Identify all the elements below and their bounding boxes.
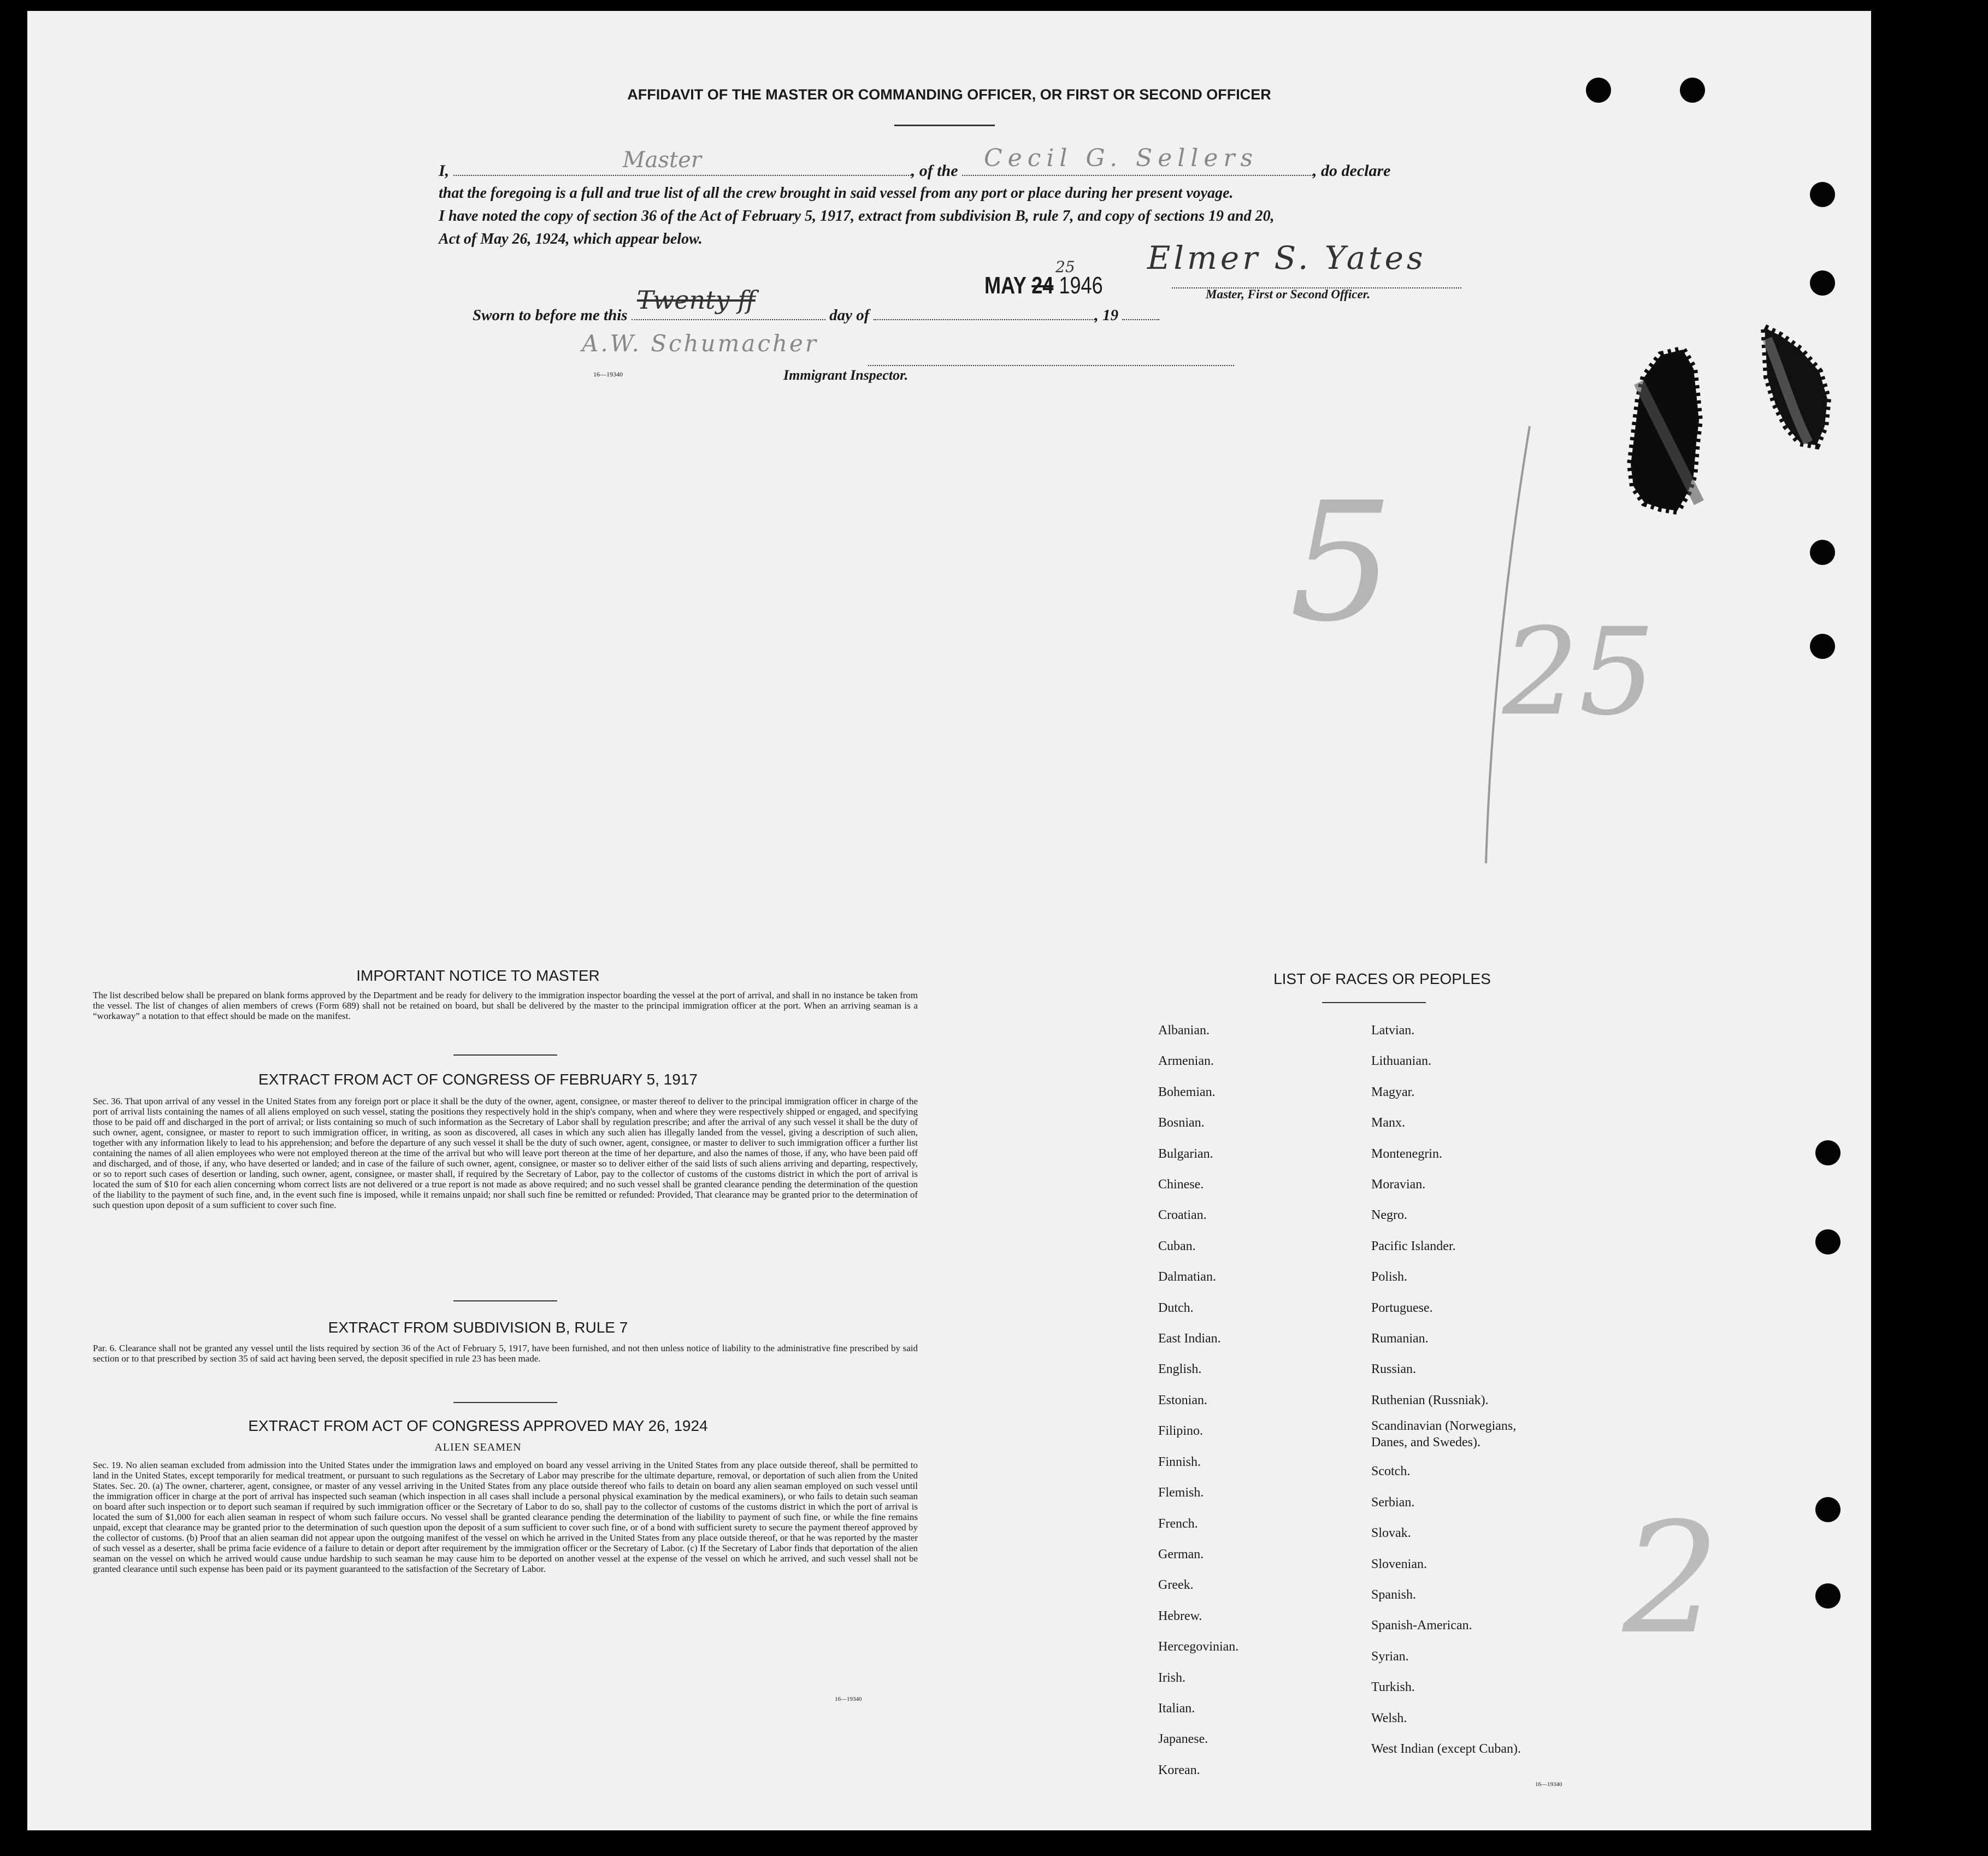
race-item: Cuban.	[1158, 1239, 1196, 1253]
race-item: Albanian.	[1158, 1023, 1210, 1038]
notice-title: IMPORTANT NOTICE TO MASTER	[356, 967, 600, 984]
race-item: Bosnian.	[1158, 1116, 1205, 1130]
punch-hole-3	[1810, 182, 1835, 207]
affidavit-line-1	[439, 144, 1391, 180]
race-item: Finnish.	[1158, 1454, 1201, 1469]
seal-right-star	[1765, 328, 1827, 445]
of-the-label: , of the	[911, 162, 958, 180]
race-item: Hebrew.	[1158, 1608, 1202, 1623]
race-item: Chinese.	[1158, 1177, 1204, 1192]
races-form-number: 16—19340	[1535, 1781, 1562, 1788]
title-divider	[894, 125, 995, 126]
race-item: Croatian.	[1158, 1208, 1207, 1223]
extract-rule7-body: Par. 6. Clearance shall not be granted any vessel until the lists required by section 36 of the Act of February 5, 1917, have been furnished, and not then unless notice of liability to the administrative fine prescribed by said section or to that prescribed by section 35 of said act having been served, the deposit specified in rule 23 has been made.	[93, 1343, 918, 1364]
race-item: Filipino.	[1158, 1424, 1204, 1439]
race-item: Irish.	[1158, 1670, 1185, 1685]
officer-signature: Elmer S. Yates	[1147, 239, 1426, 276]
race-item: Welsh.	[1371, 1711, 1407, 1725]
race-item: Negro.	[1371, 1208, 1407, 1223]
race-item: Flemish.	[1158, 1486, 1204, 1500]
punch-hole-1	[1586, 78, 1611, 103]
race-item: Slovak.	[1371, 1526, 1411, 1541]
sworn-month-field	[874, 301, 1095, 320]
extract-1924-title: EXTRACT FROM ACT OF CONGRESS APPROVED MAY 26, 1924	[248, 1417, 708, 1434]
race-item: Serbian.	[1371, 1495, 1415, 1510]
race-item: Dalmatian.	[1158, 1270, 1216, 1285]
race-item: Magyar.	[1371, 1085, 1415, 1099]
sworn-day-written: Twenty ff	[636, 285, 756, 315]
race-item: German.	[1158, 1547, 1204, 1562]
stamp-day: 24	[1031, 272, 1054, 299]
document-page	[27, 11, 1871, 1830]
day-of-label: day of	[829, 307, 870, 324]
year-prefix-label: , 19	[1094, 307, 1119, 324]
race-item: Ruthenian (Russniak).	[1371, 1393, 1489, 1407]
punch-hole-5	[1810, 540, 1835, 565]
stamp-year: 1946	[1059, 272, 1103, 299]
date-stamp	[984, 272, 1103, 299]
annotation-day: 25	[1502, 602, 1655, 742]
extract-rule7-title: EXTRACT FROM SUBDIVISION B, RULE 7	[328, 1319, 628, 1336]
race-item: Portuguese.	[1371, 1300, 1433, 1315]
race-item: Rumanian.	[1371, 1331, 1429, 1346]
extract-1917-divider	[453, 1300, 557, 1301]
race-item: Montenegrin.	[1371, 1146, 1442, 1161]
races-right-column	[1371, 1015, 1521, 1764]
race-item: Manx.	[1371, 1116, 1405, 1130]
annotation-month: 5	[1289, 467, 1394, 658]
stamp-month: MAY	[984, 272, 1027, 299]
punch-hole-8	[1815, 1229, 1840, 1254]
affidavit-line-3: I have noted the copy of section 36 of the Act of February 5, 1917, extract from subdivision B, rule 7, and copy of sections 19 and 20,	[439, 208, 1275, 225]
race-item: Moravian.	[1371, 1177, 1426, 1192]
stamp-day-correction: 25	[1055, 258, 1075, 276]
race-item: Korean.	[1158, 1763, 1200, 1777]
race-item: Japanese.	[1158, 1732, 1208, 1747]
race-item: Polish.	[1371, 1270, 1408, 1285]
races-divider	[1322, 1002, 1426, 1003]
race-item: Bohemian.	[1158, 1085, 1216, 1099]
race-item: Scandinavian (Norwegians, Danes, and Swedes).	[1371, 1419, 1517, 1450]
vessel-written: Cecil G. Sellers	[984, 144, 1259, 172]
race-item: Pacific Islander.	[1371, 1239, 1456, 1253]
race-item: Scotch.	[1371, 1464, 1411, 1479]
race-item: Hercegovinian.	[1158, 1640, 1239, 1654]
punch-hole-4	[1810, 270, 1835, 296]
master-name-field	[453, 148, 911, 176]
sworn-label: Sworn to before me this	[473, 307, 628, 324]
race-item: Italian.	[1158, 1701, 1195, 1716]
officer-caption: Master, First or Second Officer.	[1206, 287, 1371, 301]
extract-1917-title: EXTRACT FROM ACT OF CONGRESS OF FEBRUARY 5, 1917	[258, 1071, 698, 1088]
race-item: Latvian.	[1371, 1023, 1415, 1038]
master-written: Master	[622, 148, 701, 173]
affidavit-i-label: I,	[439, 162, 450, 180]
race-item: Slovenian.	[1371, 1557, 1427, 1571]
punch-hole-6	[1810, 634, 1835, 659]
extract-rule7-divider	[453, 1402, 557, 1403]
race-item: Greek.	[1158, 1578, 1194, 1593]
affidavit-form-number: 16—19340	[593, 370, 623, 378]
extract-1924-form-number: 16—19340	[835, 1696, 862, 1702]
inspector-signature: A.W. Schumacher	[582, 330, 818, 357]
notice-divider	[453, 1054, 557, 1056]
race-item: English.	[1158, 1362, 1202, 1377]
sworn-year-field	[1122, 301, 1159, 320]
race-item: Estonian.	[1158, 1393, 1207, 1407]
punch-hole-10	[1815, 1583, 1840, 1608]
sworn-day-field	[632, 285, 825, 320]
inspector-signature-line	[868, 347, 1234, 366]
race-item: Spanish-American.	[1371, 1618, 1472, 1633]
pencil-date-annotation	[1273, 415, 1710, 874]
inspector-caption: Immigrant Inspector.	[783, 367, 909, 383]
extract-1917-body: Sec. 36. That upon arrival of any vessel in the United States from any foreign port or place it shall be the duty of the owner, agent, consignee, or master thereof to deliver to the principal immigration officer in charge of the port of arrival lists containing the names of all aliens employed on such vessel, stating the positions they respectively hold in the ship's company, when and where they were respectively shipped or engaged, and specifying those to be paid off and discharged in the port of arrival; or lists containing so much of such information as the Secretary of Labor shall by regulation prescribe; and after the arrival of any such vessel it shall be the duty of such owner, agent, consignee, or master to report to such immigration officer, in writing, as soon as discovered, all cases in which any such alien has illegally landed from the vessel, giving a description of such alien, together with any information likely to lead to his apprehension; and before the departure of any such vessel it shall be the duty of such owner, agent, consignee, or master to deliver to such immigration officer a further list containing the names of all alien employees who were not employed thereon at the time of the arrival but who will leave port thereon at the time of her departure, and also the names of those, if any, who have been paid off and discharged, and of those, if any, who have deserted or landed; and in case of the failure of such owner, agent, consignee, or master so to deliver either of the said lists of such aliens arriving and departing, respectively, or so to report such cases of desertion or landing, such owner, agent, consignee, or master shall, if required by the Secretary of Labor, pay to the collector of customs of the customs district in which the port of arrival is located the sum of $10 for each alien concerning whom correct lists are not delivered or a true report is not made as above required; and no such vessel shall be granted clearance pending the determination of the question of the liability to the payment of such fine, and, in the event such fine is imposed, while it remains unpaid; nor shall such fine be remitted or refunded: Provided, That clearance may be granted prior to the determination of such question upon deposit of a sum sufficient to cover such fine.	[93, 1096, 918, 1210]
affidavit-line-4: Act of May 26, 1924, which appear below.	[439, 231, 703, 248]
races-title: LIST OF RACES OR PEOPLES	[1273, 970, 1491, 987]
race-item: Spanish.	[1371, 1587, 1417, 1602]
do-declare-label: , do declare	[1313, 162, 1391, 180]
punch-hole-2	[1680, 78, 1705, 103]
punch-hole-7	[1815, 1140, 1840, 1165]
race-item: Lithuanian.	[1371, 1054, 1431, 1069]
extract-1924-subtitle: ALIEN SEAMEN	[434, 1441, 522, 1453]
race-item: West Indian (except Cuban).	[1371, 1741, 1521, 1756]
page-number-annotation: 2	[1623, 1490, 1720, 1668]
races-left-column	[1158, 1015, 1238, 1786]
race-item: Armenian.	[1158, 1054, 1214, 1069]
race-item: East Indian.	[1158, 1331, 1221, 1346]
extract-1924-body: Sec. 19. No alien seaman excluded from admission into the United States under the immigration laws and employed on board any vessel arriving in the United States from any place outside thereof, shall be permitted to land in the United States, except temporarily for medical treatment, or pursuant to such regulations as the Secretary of Labor may prescribe for the ultimate departure, removal, or deportation of such alien from the United States. Sec. 20. (a) The owner, charterer, agent, consignee, or master of any vessel arriving in the United States from any place outside thereof who fails to detain on board any alien seaman employed on such vessel until the immigration officer in charge at the port of arrival has inspected such seaman (which inspection in all cases shall include a personal physical examination by the medical examiners), or who fails to detain such seaman on board after such inspection or to deport such seaman if required by such immigration officer or the Secretary of Labor to do so, shall pay to the collector of customs of the customs district in which the port of arrival is located the sum of $1,000 for each alien seaman in respect of whom such failure occurs. No vessel shall be granted clearance pending the determination of the liability to payment of such fine, or while the fine remains unpaid, except that clearance may be granted prior to the determination of such question upon the deposit of a sum sufficient to cover such fine, or of a bond with sufficient surety to secure the payment thereof approved by the collector of customs. (b) Proof that an alien seaman did not appear upon the outgoing manifest of the vessel on which he arrived in the United States from any place outside thereof, or that he was reported by the master of such vessel as a deserter, shall be prima facie evidence of a failure to detain or deport after requirement by the immigration officer or the Secretary of Labor. (c) If the Secretary of Labor finds that deportation of the alien seaman on the vessel on which he arrived would cause undue hardship to such seaman he may cause him to be deported on another vessel at the expense of the vessel on which he arrived, and such vessel shall not be granted clearance until such expense has been paid or its payment guaranteed to the satisfaction of the Secretary of Labor.	[93, 1460, 918, 1574]
race-item: Dutch.	[1158, 1300, 1194, 1315]
race-item: Bulgarian.	[1158, 1146, 1213, 1161]
notice-body: The list described below shall be prepared on blank forms approved by the Department and be ready for delivery to the immigration inspector boarding the vessel at the port of arrival, and shall in no instance be taken from the vessel. The list of changes of alien members of crews (Form 689) shall not be retained on board, but shall be delivered by the master to the principal immigration officer at the port. When an arriving seaman is a “workaway” a notation to that effect should be made on the manifest.	[93, 990, 918, 1021]
affidavit-line-2: that the foregoing is a full and true list of all the crew brought in said vessel from any port or place during her present voyage.	[439, 185, 1234, 202]
race-item: French.	[1158, 1516, 1198, 1531]
race-item: Turkish.	[1371, 1680, 1415, 1695]
punch-hole-9	[1815, 1497, 1840, 1522]
vessel-name-field	[962, 144, 1313, 176]
affidavit-title: AFFIDAVIT OF THE MASTER OR COMMANDING OFFICER, OR FIRST OR SECOND OFFICER	[627, 86, 1271, 103]
race-item: Russian.	[1371, 1362, 1417, 1377]
race-item: Syrian.	[1371, 1649, 1409, 1664]
